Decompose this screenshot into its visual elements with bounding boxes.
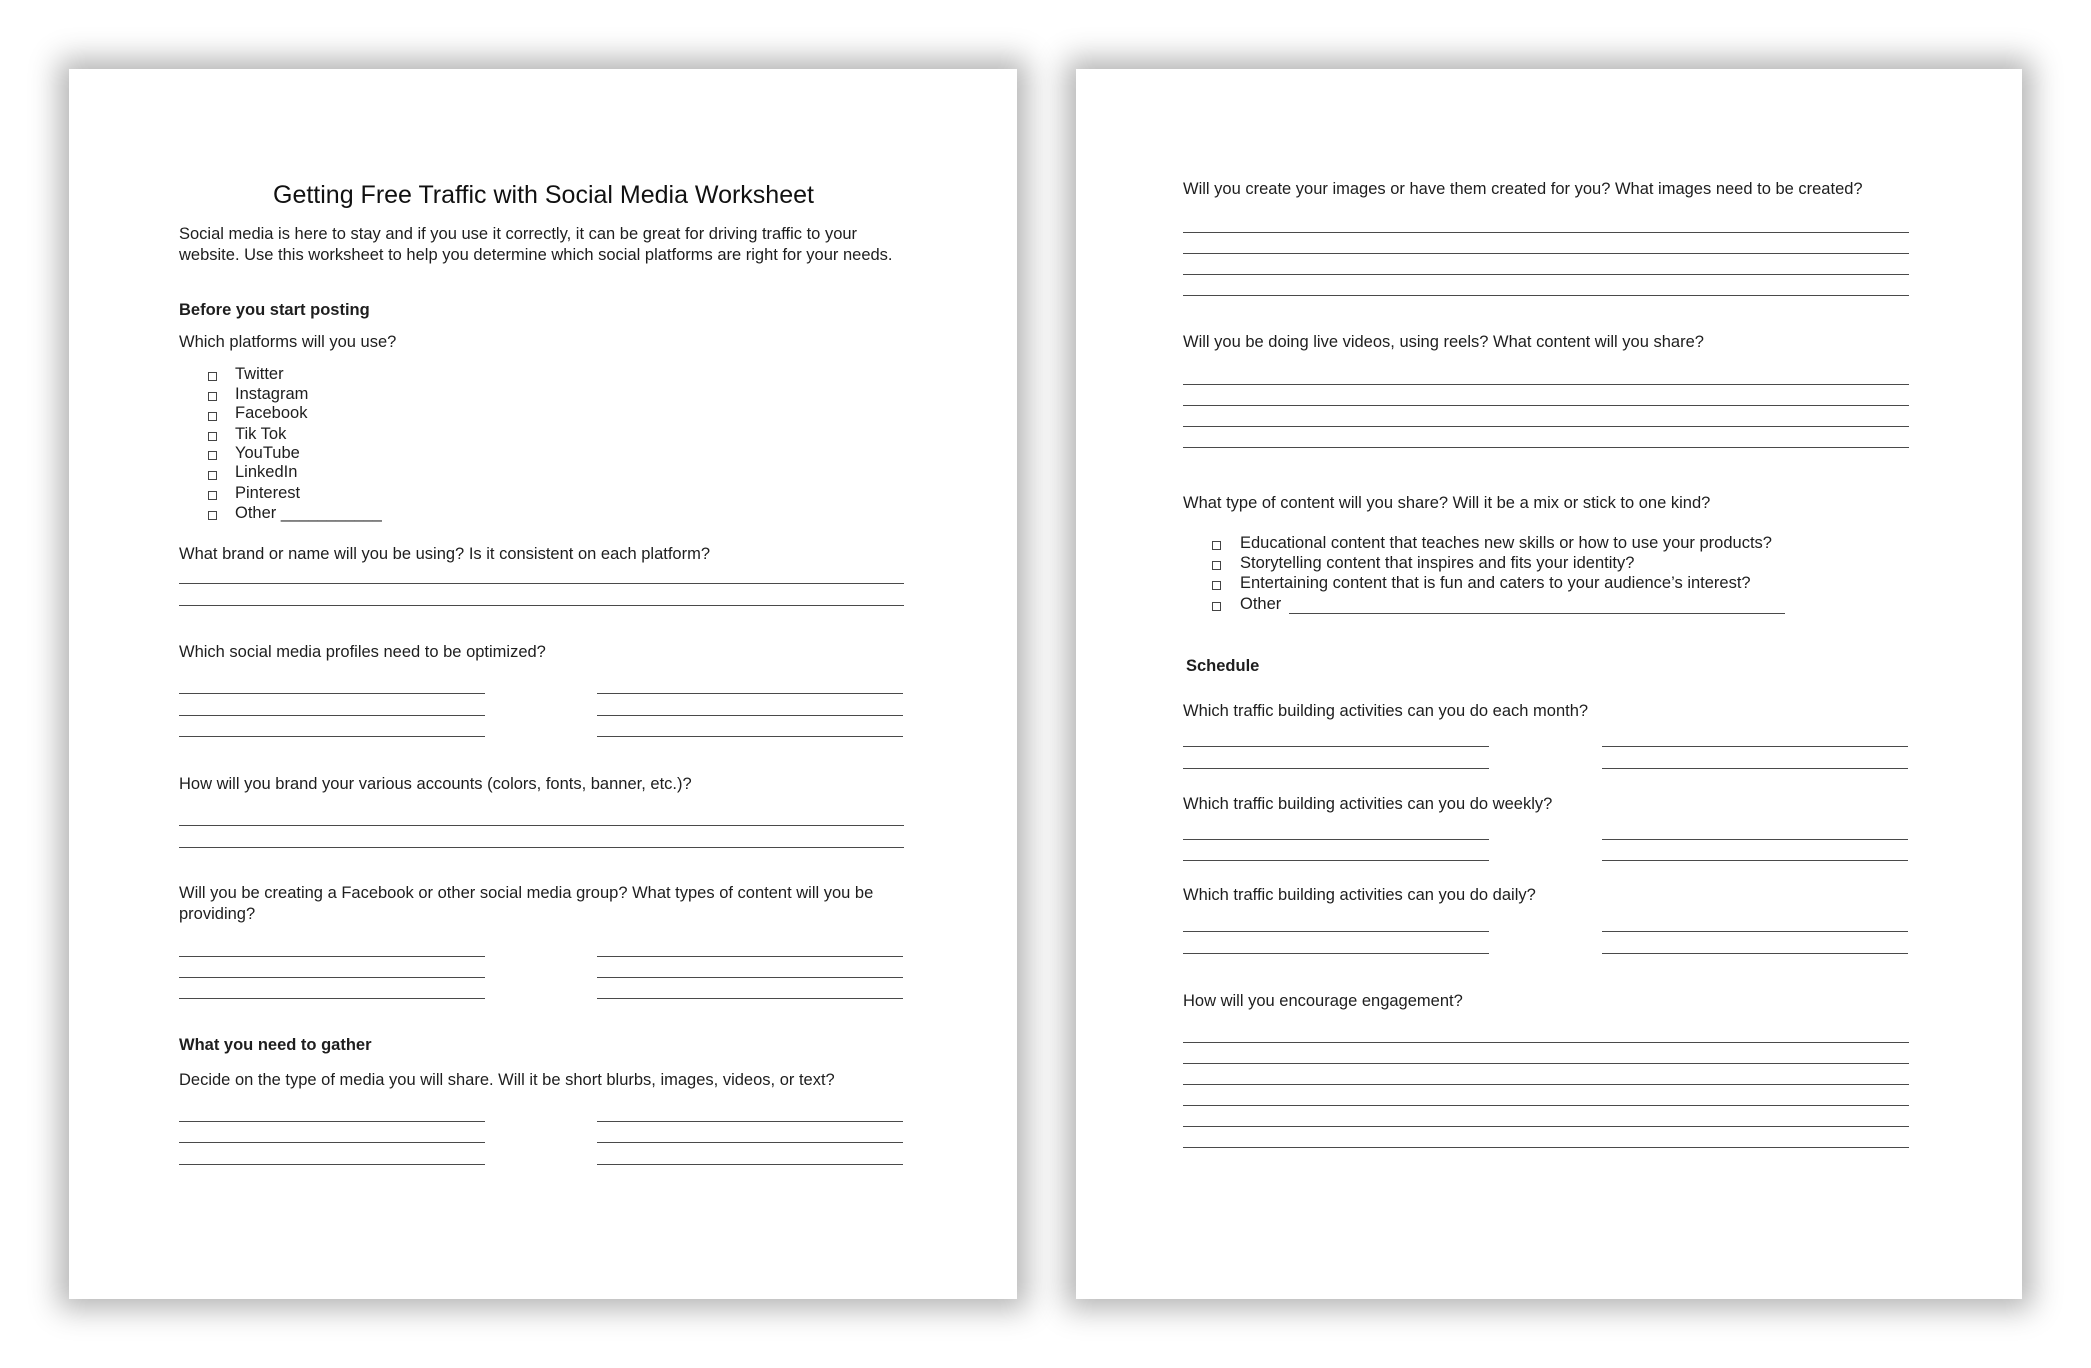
question-images: Will you create your images or have them created for you? What images need to be created? xyxy=(1183,180,1863,198)
checkbox[interactable] xyxy=(1212,541,1221,550)
answer-line[interactable] xyxy=(179,977,485,978)
answer-line[interactable] xyxy=(1602,839,1908,840)
answer-line[interactable] xyxy=(1602,953,1908,954)
platform-option: Pinterest xyxy=(235,484,301,502)
section-heading-gather: What you need to gather xyxy=(179,1036,372,1054)
worksheet-page-2 xyxy=(1076,69,2022,1299)
answer-line[interactable] xyxy=(1602,746,1908,747)
answer-line[interactable] xyxy=(1183,746,1489,747)
answer-line[interactable] xyxy=(1183,1063,1909,1064)
answer-line[interactable] xyxy=(1183,1105,1909,1106)
section-heading-before-posting: Before you start posting xyxy=(179,301,370,319)
question-brand-accounts: How will you brand your various accounts (colors, fonts, banner, etc.)? xyxy=(179,775,692,793)
answer-line[interactable] xyxy=(597,1164,903,1165)
question-platforms: Which platforms will you use? xyxy=(179,333,397,351)
checkbox[interactable] xyxy=(208,451,217,460)
answer-line[interactable] xyxy=(1183,426,1909,427)
answer-line[interactable] xyxy=(597,1121,903,1122)
answer-line[interactable] xyxy=(1183,768,1489,769)
other-answer-line[interactable] xyxy=(1289,613,1785,614)
checkbox[interactable] xyxy=(208,511,217,520)
checkbox[interactable] xyxy=(1212,602,1221,611)
answer-line[interactable] xyxy=(179,736,485,737)
checkbox[interactable] xyxy=(208,471,217,480)
worksheet-page-1 xyxy=(69,69,1017,1299)
answer-line[interactable] xyxy=(179,1164,485,1165)
answer-line[interactable] xyxy=(179,693,485,694)
platform-option: Other ___________ xyxy=(235,504,382,522)
checkbox[interactable] xyxy=(208,392,217,401)
question-engagement: How will you encourage engagement? xyxy=(1183,992,1463,1010)
question-group: Will you be creating a Facebook or other social media group? What types of content will you be providing? xyxy=(179,884,874,923)
answer-line[interactable] xyxy=(1183,405,1909,406)
answer-line[interactable] xyxy=(1183,384,1909,385)
answer-line[interactable] xyxy=(1183,860,1489,861)
content-option: Storytelling content that inspires and fits your identity? xyxy=(1240,554,1635,572)
platform-option: Tik Tok xyxy=(235,425,287,443)
answer-line[interactable] xyxy=(597,998,903,999)
answer-line[interactable] xyxy=(1183,447,1909,448)
checkbox[interactable] xyxy=(208,372,217,381)
answer-line[interactable] xyxy=(1183,931,1489,932)
answer-line[interactable] xyxy=(1183,295,1909,296)
question-monthly: Which traffic building activities can you do each month? xyxy=(1183,702,1589,720)
content-option: Educational content that teaches new skills or how to use your products? xyxy=(1240,534,1772,552)
answer-line[interactable] xyxy=(179,583,904,584)
answer-line[interactable] xyxy=(1602,860,1908,861)
platform-option: Facebook xyxy=(235,404,308,422)
question-media-type: Decide on the type of media you will share. Will it be short blurbs, images, videos, or text? xyxy=(179,1071,835,1089)
answer-line[interactable] xyxy=(179,715,485,716)
page-title: Getting Free Traffic with Social Media Worksheet xyxy=(273,181,814,209)
intro-paragraph: Social media is here to stay and if you use it correctly, it can be great for driving traffic to your website. Use this worksheet to help you determine which social platforms are right for your needs. xyxy=(179,225,893,264)
platform-option: Twitter xyxy=(235,365,284,383)
question-live-videos: Will you be doing live videos, using reels? What content will you share? xyxy=(1183,333,1704,351)
answer-line[interactable] xyxy=(597,977,903,978)
answer-line[interactable] xyxy=(179,1142,485,1143)
answer-line[interactable] xyxy=(179,956,485,957)
platform-option: YouTube xyxy=(235,444,300,462)
answer-line[interactable] xyxy=(179,825,904,826)
question-content-type: What type of content will you share? Will it be a mix or stick to one kind? xyxy=(1183,494,1711,512)
answer-line[interactable] xyxy=(597,693,903,694)
answer-line[interactable] xyxy=(179,998,485,999)
platform-option: Instagram xyxy=(235,385,309,403)
answer-line[interactable] xyxy=(179,847,904,848)
answer-line[interactable] xyxy=(597,1142,903,1143)
checkbox[interactable] xyxy=(208,432,217,441)
answer-line[interactable] xyxy=(1602,768,1908,769)
checkbox[interactable] xyxy=(1212,581,1221,590)
answer-line[interactable] xyxy=(597,715,903,716)
platform-option: LinkedIn xyxy=(235,463,298,481)
answer-line[interactable] xyxy=(1183,839,1489,840)
checkbox[interactable] xyxy=(208,412,217,421)
checkbox[interactable] xyxy=(208,491,217,500)
answer-line[interactable] xyxy=(1183,1147,1909,1148)
question-weekly: Which traffic building activities can you do weekly? xyxy=(1183,795,1553,813)
section-heading-schedule: Schedule xyxy=(1186,657,1260,675)
answer-line[interactable] xyxy=(1183,1042,1909,1043)
answer-line[interactable] xyxy=(1183,253,1909,254)
answer-line[interactable] xyxy=(1183,953,1489,954)
answer-line[interactable] xyxy=(179,605,904,606)
checkbox[interactable] xyxy=(1212,561,1221,570)
answer-line[interactable] xyxy=(597,956,903,957)
content-option: Other xyxy=(1240,595,1282,613)
question-profiles: Which social media profiles need to be optimized? xyxy=(179,643,546,661)
question-daily: Which traffic building activities can you do daily? xyxy=(1183,886,1536,904)
answer-line[interactable] xyxy=(1183,1126,1909,1127)
question-brand-name: What brand or name will you be using? Is it consistent on each platform? xyxy=(179,545,711,563)
answer-line[interactable] xyxy=(1183,274,1909,275)
answer-line[interactable] xyxy=(1602,931,1908,932)
answer-line[interactable] xyxy=(597,736,903,737)
answer-line[interactable] xyxy=(1183,232,1909,233)
answer-line[interactable] xyxy=(1183,1084,1909,1085)
content-option: Entertaining content that is fun and caters to your audience’s interest? xyxy=(1240,574,1751,592)
answer-line[interactable] xyxy=(179,1121,485,1122)
